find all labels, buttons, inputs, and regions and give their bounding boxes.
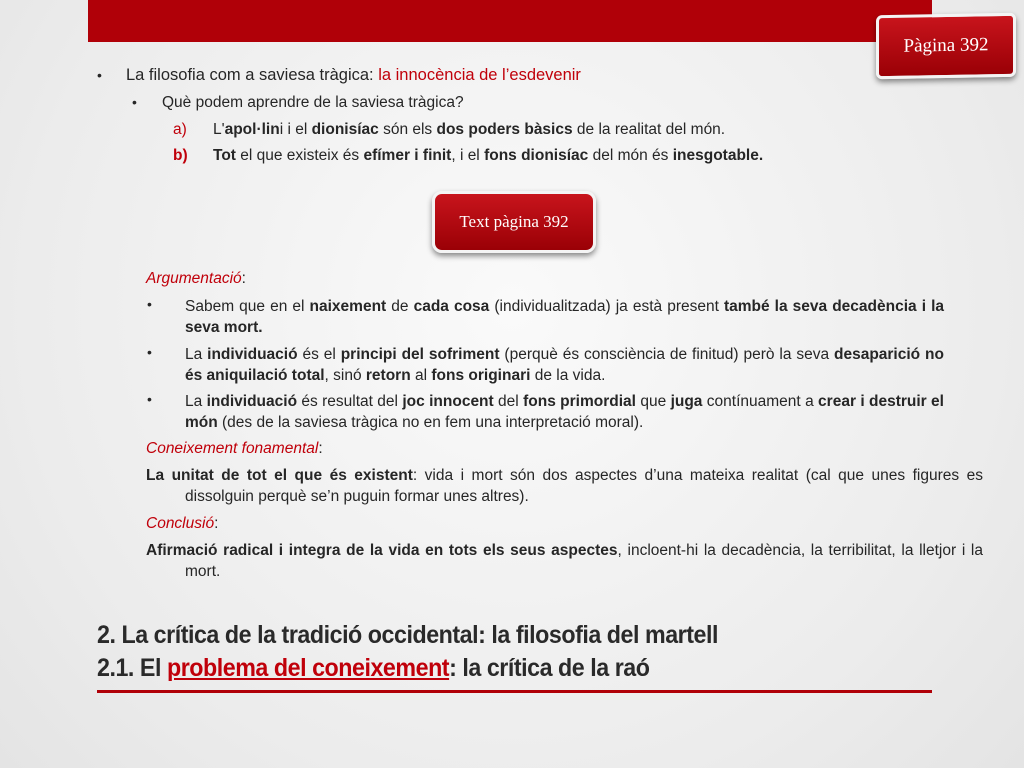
argument-item-3 (185, 391, 944, 433)
top-accent-bar (88, 0, 932, 42)
bottom-divider (97, 690, 932, 693)
text-run: 2.1. El (97, 654, 167, 682)
text-run: (des de la saviesa tràgica no en fem una interpretació moral). (217, 414, 644, 431)
heading-link[interactable]: problema del coneixement (166, 654, 450, 682)
text-run: el que existeix és (235, 147, 364, 164)
bold-run: crear i destruir el món (185, 393, 944, 431)
bold-run: naixement (309, 298, 387, 315)
conclusio-body (146, 540, 983, 582)
text-run: al (410, 367, 432, 384)
text-run: de (386, 298, 414, 315)
text-run: La (185, 346, 208, 363)
text-run: que (635, 393, 671, 410)
text-run: : (241, 270, 246, 287)
text-run: : (214, 515, 219, 532)
outline-level1-link[interactable]: la innocència de l’esdevenir (378, 66, 581, 84)
outline-level1 (126, 65, 581, 86)
text-run: de la vida. (530, 367, 606, 384)
bold-run: cada cosa (413, 298, 490, 315)
text-run: , incloent-hi la decadència, la terribilitat, la lletjor i la mort. (185, 542, 983, 580)
outline-level1-text: La filosofia com a saviesa tràgica: (126, 66, 379, 84)
bold-run: joc innocent (402, 393, 494, 410)
text-run: : vida i mort són dos aspectes d’una mateixa realitat (cal que unes figures es dissolguin perquè se’n puguin formar unes altres). (185, 467, 983, 505)
list-marker-a: a) (173, 121, 187, 138)
coneixement-body (146, 465, 983, 507)
bold-run: fons dionisíac (484, 147, 589, 164)
bold-run: retorn (365, 367, 411, 384)
outline-level2: Què podem aprendre de la saviesa tràgica? (162, 94, 464, 111)
text-run: La (185, 393, 207, 410)
bold-run: apol·lin (224, 121, 280, 138)
section-label: Coneixement fonamental (146, 440, 319, 457)
bold-run: individuació (207, 346, 298, 363)
text-run: Sabem que en el (185, 298, 310, 315)
argument-item-1 (185, 296, 944, 338)
bold-run: fons originari (431, 367, 531, 384)
argument-item-2 (185, 344, 944, 386)
text-run: i i el (279, 121, 312, 138)
section-heading-2-1 (97, 654, 650, 683)
bold-run: individuació (206, 393, 298, 410)
section-label: Argumentació (146, 270, 242, 287)
list-marker-b: b) (173, 147, 188, 164)
text-run: , sinó (324, 367, 366, 384)
bold-run: Afirmació radical i integra de la vida en tots els seus aspectes (146, 542, 618, 559)
bold-run: La unitat de tot el que és existent (146, 467, 413, 484)
page-number-label: Pàgina 392 (903, 34, 989, 57)
text-page-button-label: Text pàgina 392 (459, 212, 569, 231)
text-run: L' (213, 121, 225, 138)
text-run: és resultat del (297, 393, 403, 410)
bold-run: desaparició no és aniquilació total (185, 346, 944, 384)
text-run: del (493, 393, 524, 410)
bold-run: principi del sofriment (340, 346, 500, 363)
bold-run: dos poders bàsics (436, 121, 573, 138)
text-run: de la realitat del món. (572, 121, 726, 138)
text-page-button[interactable] (432, 191, 596, 253)
text-run: és el (297, 346, 341, 363)
outline-item-b (213, 145, 763, 166)
argumentacio-heading (146, 268, 944, 289)
text-run: : (318, 440, 323, 457)
text-run: : la crítica de la raó (449, 654, 650, 682)
bold-run: Tot (213, 147, 236, 164)
text-run: , i el (451, 147, 485, 164)
bold-run: efímer i finit (363, 147, 452, 164)
bold-run: juga (670, 393, 703, 410)
page-number-badge (876, 13, 1016, 79)
bold-run: inesgotable. (672, 147, 764, 164)
text-run: són els (378, 121, 437, 138)
bullet-icon: • (147, 296, 152, 312)
bold-run: dionisíac (311, 121, 379, 138)
conclusio-heading (146, 513, 944, 534)
text-run: (individualitzada) ja està present (489, 298, 724, 315)
bold-run: fons primordial (523, 393, 636, 410)
coneixement-heading (146, 438, 944, 459)
text-run: (perquè és consciència de finitud) però la seva (499, 346, 834, 363)
bullet-icon: • (147, 391, 152, 407)
bullet-icon: • (97, 67, 102, 83)
outline-item-a (213, 119, 725, 140)
section-label: Conclusió (146, 515, 215, 532)
bullet-icon: • (147, 344, 152, 360)
bold-run: també la seva decadència i la seva mort. (185, 298, 944, 336)
text-run: contínuament a (702, 393, 819, 410)
bullet-icon: • (132, 94, 137, 110)
text-run: del món és (588, 147, 673, 164)
section-heading-2: 2. La crítica de la tradició occidental: la filosofia del martell (97, 621, 718, 649)
